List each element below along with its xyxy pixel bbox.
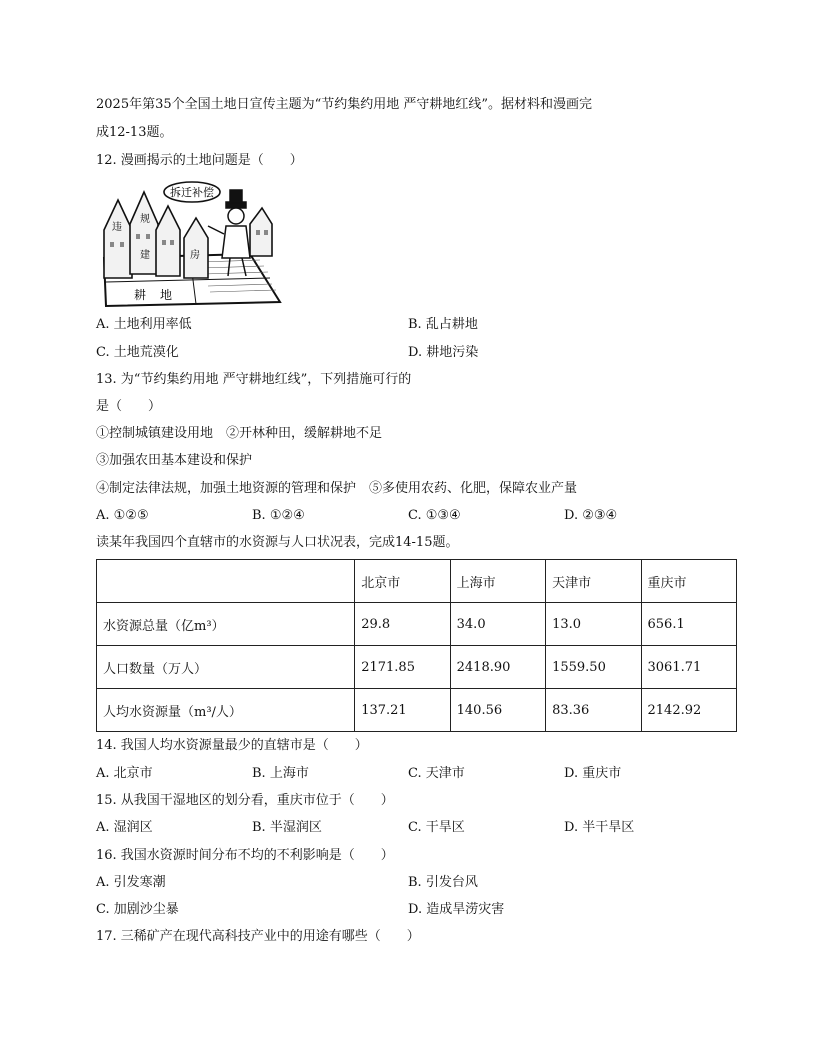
table-intro: 读某年我国四个直辖市的水资源与人口状况表，完成14-15题。: [96, 535, 459, 550]
cartoon-char: 建: [140, 250, 150, 261]
q12-option-d: D. 耕地污染: [408, 345, 479, 360]
table-row: [97, 689, 737, 732]
cartoon-char: 房: [190, 250, 200, 261]
cartoon-char: 规: [140, 214, 150, 225]
q15-option-a: A. 湿润区: [96, 820, 153, 835]
table-header-cell: [97, 560, 355, 603]
table-cell: 83.36: [546, 689, 641, 732]
q12-stem: 12. 漫画揭示的土地问题是（ ）: [96, 153, 303, 168]
q14-option-d: D. 重庆市: [564, 766, 622, 781]
table-cell: 2171.85: [355, 646, 450, 689]
table-cell: 140.56: [450, 689, 545, 732]
q13-stem-line-1: 13. 为“节约集约用地 严守耕地红线”，下列措施可行的: [96, 372, 412, 387]
q14-option-a: A. 北京市: [96, 766, 153, 781]
table-header-cell: 上海市: [450, 560, 545, 603]
table-cell: 3061.71: [641, 646, 736, 689]
table-cell: 1559.50: [546, 646, 641, 689]
table-row-label: 人口数量（万人）: [97, 646, 355, 689]
table-row: [97, 646, 737, 689]
table-cell: 2418.90: [450, 646, 545, 689]
table-row-label: 水资源总量（亿m³）: [97, 603, 355, 646]
intro-line-2: 成12-13题。: [96, 125, 173, 140]
q15-option-c: C. 干旱区: [408, 820, 465, 835]
cartoon-sign-text: 拆迁补偿: [170, 186, 214, 199]
q14-option-b: B. 上海市: [252, 766, 309, 781]
q16-option-a: A. 引发寒潮: [96, 875, 166, 890]
q13-items-line-1: ①控制城镇建设用地 ②开林种田，缓解耕地不足: [96, 426, 383, 441]
q13-items-line-3: ④制定法律法规，加强土地资源的管理和保护 ⑤多使用农药、化肥，保障农业产量: [96, 481, 578, 496]
table-header-cell: 北京市: [355, 560, 450, 603]
q16-option-d: D. 造成旱涝灾害: [408, 902, 505, 917]
cartoon-illegal-building: [100, 178, 282, 308]
q13-option-b: B. ①②④: [252, 508, 305, 523]
q15-option-b: B. 半湿润区: [252, 820, 322, 835]
water-population-table: [96, 559, 737, 732]
table-row-label: 人均水资源量（m³/人）: [97, 689, 355, 732]
q13-option-d: D. ②③④: [564, 508, 618, 523]
cartoon-char: 违: [112, 222, 122, 233]
q13-option-a: A. ①②⑤: [96, 508, 149, 523]
q12-option-a: A. 土地利用率低: [96, 317, 192, 332]
q14-stem: 14. 我国人均水资源量最少的直辖市是（ ）: [96, 738, 368, 753]
q16-stem: 16. 我国水资源时间分布不均的不利影响是（ ）: [96, 848, 394, 863]
cartoon-field-label: 耕地: [134, 288, 187, 302]
q15-option-d: D. 半干旱区: [564, 820, 635, 835]
q13-option-c: C. ①③④: [408, 508, 461, 523]
table-header-cell: 天津市: [546, 560, 641, 603]
q13-items-line-2: ③加强农田基本建设和保护: [96, 453, 253, 468]
intro-line-1: 2025年第35个全国土地日宣传主题为“节约集约用地 严守耕地红线”。据材料和漫画完: [96, 97, 593, 112]
q12-option-b: B. 乱占耕地: [408, 317, 478, 332]
table-cell: 29.8: [355, 603, 450, 646]
table-row: [97, 603, 737, 646]
q14-option-c: C. 天津市: [408, 766, 465, 781]
q15-stem: 15. 从我国干湿地区的划分看，重庆市位于（ ）: [96, 793, 394, 808]
table-header-row: [97, 560, 737, 603]
table-cell: 656.1: [641, 603, 736, 646]
table-cell: 34.0: [450, 603, 545, 646]
q17-stem: 17. 三稀矿产在现代高科技产业中的用途有哪些（ ）: [96, 929, 420, 944]
table-header-cell: 重庆市: [641, 560, 736, 603]
q12-option-c: C. 土地荒漠化: [96, 345, 179, 360]
table-cell: 137.21: [355, 689, 450, 732]
q13-stem-line-2: 是（ ）: [96, 399, 162, 414]
table-cell: 2142.92: [641, 689, 736, 732]
q16-option-c: C. 加剧沙尘暴: [96, 902, 179, 917]
q16-option-b: B. 引发台风: [408, 875, 478, 890]
table-cell: 13.0: [546, 603, 641, 646]
